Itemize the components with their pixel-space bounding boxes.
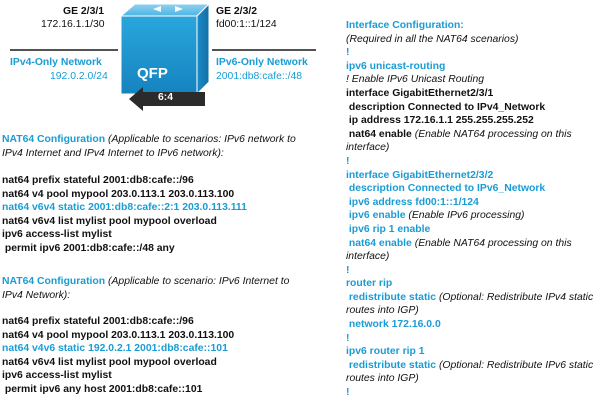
ipv6-network-prefix: 2001:db8:cafe::/48 (216, 71, 303, 82)
config-line: nat64 v4 pool mypool 203.0.113.1 203.0.113.100 (2, 329, 235, 341)
config-line: nat64 v4 pool mypool 203.0.113.1 203.0.113.100 (2, 188, 235, 200)
interface-config-heading: Interface Configuration: (346, 20, 464, 31)
qfp-router-icon (117, 0, 213, 100)
ipv6-rip-redistribute (346, 359, 598, 386)
rip6-redistribute-command: redistribute static (346, 359, 437, 371)
ipv6-interface-address: fd00:1::1/124 (216, 19, 277, 30)
ge232-nat64-note: (Enable NAT64 processing on this interface) (346, 237, 572, 263)
ge231-nat64-note: (Enable NAT64 processing on this interface) (346, 128, 572, 154)
config-line: ipv6 access-list mylist (2, 370, 112, 382)
ge232-ipv6-enable-command: ipv6 enable (346, 210, 406, 222)
rip6-redistribute-note: (Optional: Redistribute IPv6 static routes into IGP) (346, 359, 594, 385)
ipv6-router-rip-command: ipv6 router rip 1 (346, 346, 425, 358)
config-line: nat64 prefix stateful 2001:db8:cafe::/96 (2, 175, 194, 186)
config-line: permit ipv6 any host 2001:db8:cafe::101 (2, 383, 203, 395)
config-line-highlight: nat64 v4v6 static 192.0.2.1 2001:db8:cafe::101 (2, 343, 228, 355)
ipv6-port-label: GE 2/3/2 (216, 6, 258, 17)
ipv4-interface-address: 172.16.1.1/30 (41, 19, 105, 30)
config-line: nat64 v6v4 list mylist pool mypool overload (2, 215, 217, 227)
ge231-interface-command: interface GigabitEthernet2/3/1 (346, 87, 494, 99)
interface-config-subheading: (Required in all the NAT64 scenarios) (346, 33, 519, 45)
config-line: ipv6 access-list mylist (2, 229, 112, 241)
rip-redistribute-command: redistribute static (346, 291, 437, 303)
router-rip-command: router rip (346, 278, 393, 290)
ipv4-network-prefix: 192.0.2.0/24 (50, 71, 108, 82)
separator-bang: ! (346, 155, 350, 167)
rip-network-command: network 172.16.0.0 (346, 319, 441, 331)
rip-redistribute-note: (Optional: Redistribute IPv4 static routes into IGP) (346, 291, 594, 317)
separator-bang: ! (346, 47, 350, 59)
ge231-ip-address: ip address 172.16.1.1 255.255.255.252 (346, 115, 534, 127)
nat64-config-scenario1-commands (2, 174, 247, 256)
unicast-routing-command: ipv6 unicast-routing (346, 60, 446, 72)
unicast-routing-note: ! Enable IPv6 Unicast Routing (346, 74, 485, 86)
nat64-config-scenario2-commands (2, 315, 234, 397)
router-rip-redistribute (346, 291, 598, 318)
ge232-ipv6-address: ipv6 address fd00:1::1/124 (346, 196, 479, 208)
ge232-rip-enable: ipv6 rip 1 enable (346, 223, 431, 235)
ge232-interface-command: interface GigabitEthernet2/3/2 (346, 169, 494, 181)
config-line: nat64 v6v4 list mylist pool mypool overload (2, 356, 217, 368)
separator-bang: ! (346, 387, 350, 399)
ge232-description: description Connected to IPv6_Network (346, 183, 546, 195)
ipv4-port-label: GE 2/3/1 (63, 6, 105, 17)
section2-heading: NAT64 Configuration (2, 276, 106, 287)
section1-note: (Applicable to scenarios: IPv6 network to IPv4 Internet and IPv4 Internet to IPv6 network): (2, 134, 296, 159)
ge231-nat64-enable (346, 128, 598, 155)
router-label: QFP (137, 65, 168, 82)
ge231-nat64-command: nat64 enable (346, 128, 412, 140)
config-line: nat64 prefix stateful 2001:db8:cafe::/96 (2, 316, 194, 327)
ge231-description: description Connected to IPv4_Network (346, 101, 546, 113)
ipv6-network-label: IPv6-Only Network (216, 57, 308, 68)
separator-bang: ! (346, 332, 350, 344)
ge232-nat64-enable (346, 237, 598, 264)
ipv4-network-label: IPv4-Only Network (10, 57, 102, 68)
nat64-config-scenario2-intro (2, 275, 304, 302)
translation-label: 6:4 (158, 92, 174, 103)
separator-bang: ! (346, 264, 350, 276)
config-line-highlight: nat64 v6v4 static 2001:db8:cafe::2:1 203.0.113.111 (2, 202, 247, 214)
section2-note: (Applicable to scenario: IPv6 Internet to IPv4 Network): (2, 276, 290, 301)
ge232-nat64-command: nat64 enable (346, 237, 412, 249)
config-line: permit ipv6 2001:db8:cafe::/48 any (2, 242, 175, 254)
ge232-ipv6-enable-note: (Enable IPv6 processing) (405, 210, 525, 222)
interface-config-panel (346, 19, 598, 400)
ge232-ipv6-enable (346, 209, 598, 223)
section1-heading: NAT64 Configuration (2, 134, 106, 145)
nat64-config-scenario1-intro (2, 133, 304, 160)
